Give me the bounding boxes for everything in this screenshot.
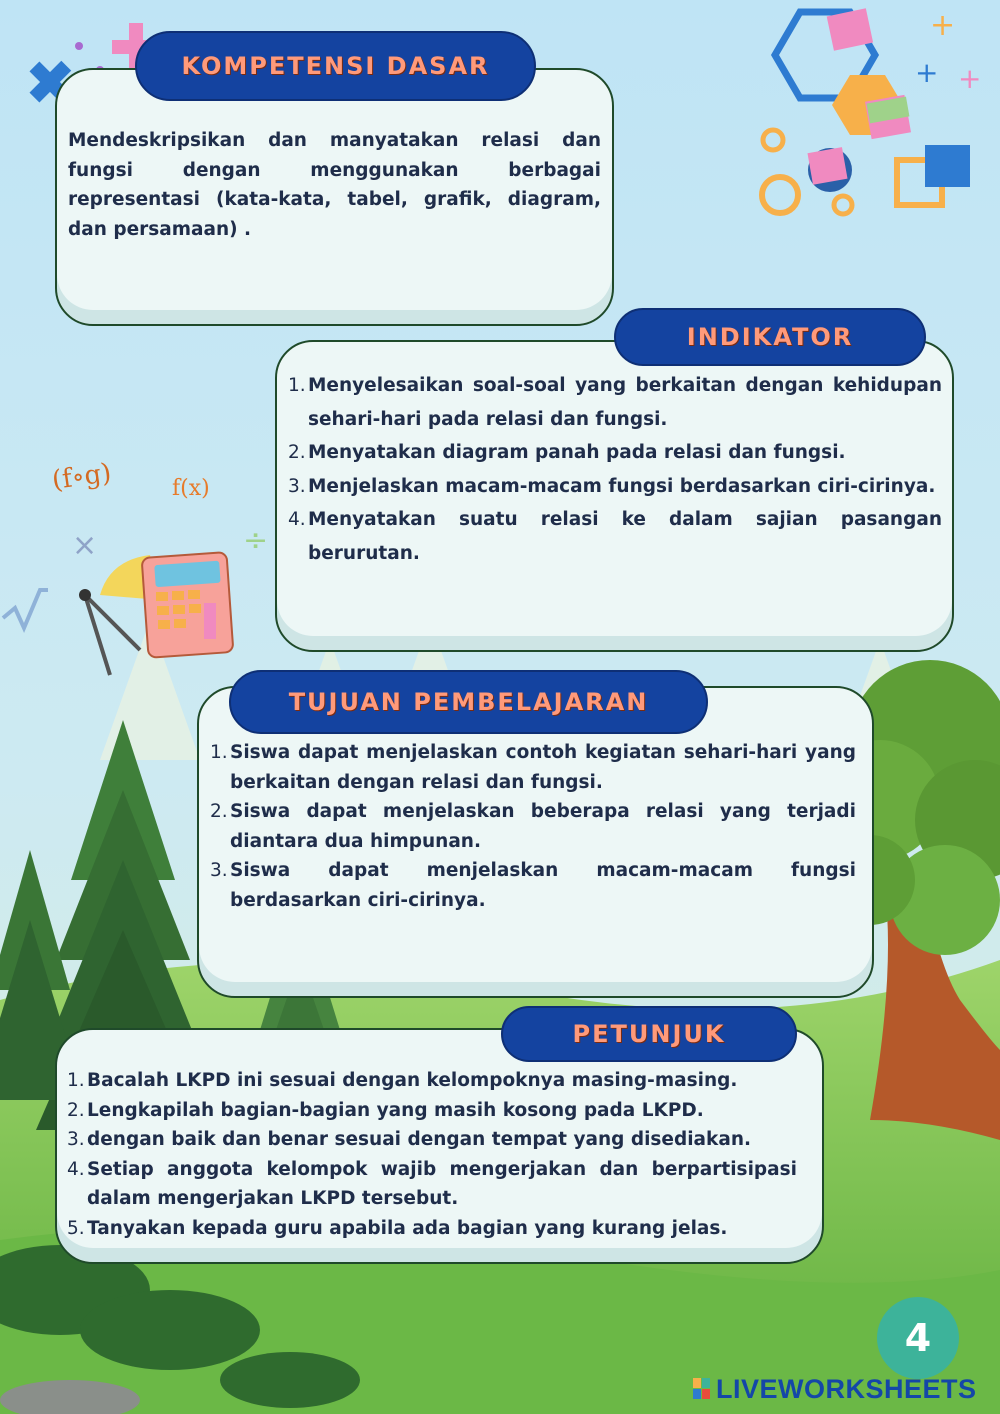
svg-text:+: + — [915, 56, 939, 89]
tujuan-title: TUJUAN PEMBELAJARAN — [229, 670, 708, 734]
svg-text:÷: ÷ — [243, 523, 269, 558]
page-number: 4 — [877, 1297, 959, 1379]
indikator-list — [288, 369, 942, 570]
list-item: 2. Siswa dapat menjelaskan beberapa relasi yang terjadi diantara dua himpunan. — [210, 801, 856, 852]
fx-label: f(x) — [172, 476, 210, 501]
list-item: 2. Lengkapilah bagian-bagian yang masih kosong pada LKPD. — [67, 1099, 704, 1121]
petunjuk-list — [67, 1066, 797, 1243]
list-item: 1. Bacalah LKPD ini sesuai dengan kelompoknya masing-masing. — [67, 1070, 738, 1091]
list-item: 1. Siswa dapat menjelaskan contoh kegiatan sehari-hari yang berkaitan dengan relasi dan fungsi. — [210, 742, 856, 793]
svg-text:+: + — [958, 62, 982, 95]
petunjuk-title: PETUNJUK — [501, 1006, 797, 1062]
kompetensi-text: Mendeskripsikan dan manyatakan relasi dan fungsi dengan menggunakan berbagai representasi (kata-kata, tabel, grafik, diagram, dan persamaan) . — [68, 130, 601, 240]
kompetensi-title: KOMPETENSI DASAR — [135, 31, 536, 101]
list-item: 1. Menyelesaikan soal-soal yang berkaitan dengan kehidupan sehari-hari pada relasi dan fungsi. — [288, 375, 942, 430]
list-item: 5. Tanyakan kepada guru apabila ada bagian yang kurang jelas. — [67, 1217, 728, 1239]
list-item: 4. Setiap anggota kelompok wajib mengerjakan dan berpartisipasi dalam mengerjakan LKPD tersebut. — [67, 1158, 797, 1209]
svg-text:×: × — [72, 528, 98, 563]
watermark[interactable]: LIVEWORKSHEETS — [716, 1374, 977, 1404]
list-item: 3. dengan baik dan benar sesuai dengan tempat yang disediakan. — [67, 1129, 752, 1150]
list-item: 3. Siswa dapat menjelaskan macam-macam fungsi berdasarkan ciri-cirinya. — [210, 860, 856, 911]
fog-label: (f∘g) — [50, 458, 114, 496]
svg-text:+: + — [930, 8, 956, 43]
liveworksheets-logo-icon — [693, 1378, 711, 1400]
list-item: 3. Menjelaskan macam-macam fungsi berdasarkan ciri-cirinya. — [288, 475, 936, 497]
indikator-title: INDIKATOR — [614, 308, 926, 366]
tujuan-list — [210, 738, 856, 915]
list-item: 2. Menyatakan diagram panah pada relasi dan fungsi. — [288, 442, 846, 463]
list-item: 4. Menyatakan suatu relasi ke dalam sajian pasangan berurutan. — [288, 509, 942, 564]
